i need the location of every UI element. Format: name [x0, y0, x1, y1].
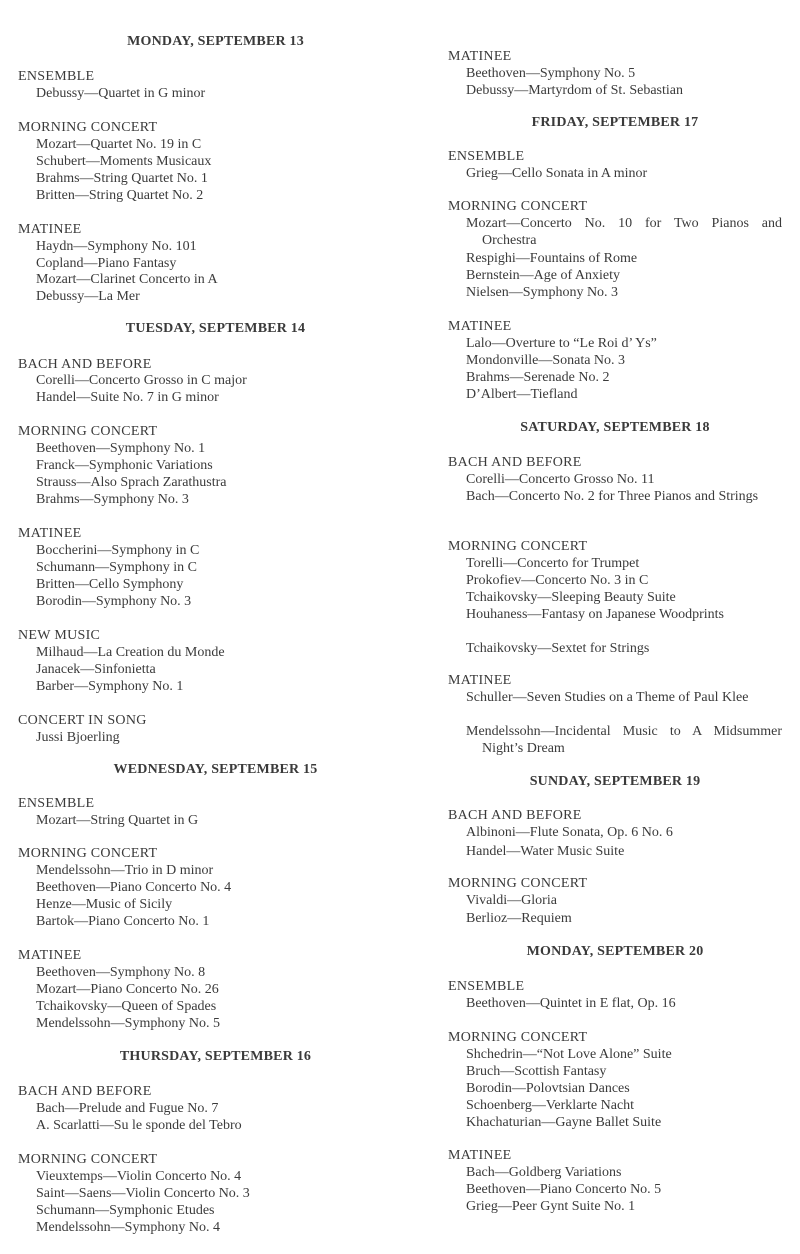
program-item: Jussi Bjoerling: [36, 730, 120, 745]
program-item: A. Scarlatti—Su le sponde del Tebro: [36, 1118, 242, 1133]
program-item: Bach—Prelude and Fugue No. 7: [36, 1101, 219, 1116]
program-item: Bach—Goldberg Variations: [466, 1165, 622, 1180]
program-item: Debussy—Martyrdom of St. Sebastian: [466, 83, 683, 98]
program-item: Mozart—Piano Concerto No. 26: [36, 982, 219, 997]
program-item: Haydn—Symphony No. 101: [36, 239, 197, 254]
day-heading: THURSDAY, SEPTEMBER 16: [119, 1049, 312, 1064]
section-title: MORNING CONCERT: [448, 1030, 588, 1045]
program-item: D’Albert—Tiefland: [466, 387, 578, 402]
program-item: Saint—Saens—Violin Concerto No. 3: [36, 1186, 250, 1201]
program-item: Tchaikovsky—Queen of Spades: [36, 999, 217, 1014]
program-item: Mendelssohn—Symphony No. 4: [36, 1220, 220, 1235]
program-item: Berlioz—Requiem: [466, 911, 572, 926]
program-item: Bruch—Scottish Fantasy: [466, 1064, 607, 1079]
section-title: ENSEMBLE: [18, 796, 95, 811]
day-heading: WEDNESDAY, SEPTEMBER 15: [113, 762, 318, 777]
day-heading: TUESDAY, SEPTEMBER 14: [125, 321, 306, 336]
section-title: MORNING CONCERT: [448, 876, 588, 891]
program-item: Lalo—Overture to “Le Roi d’ Ys”: [466, 336, 657, 351]
program-item: Milhaud—La Creation du Monde: [36, 645, 225, 660]
program-item: Mendelssohn—Symphony No. 5: [36, 1016, 220, 1031]
program-item: Beethoven—Quintet in E flat, Op. 16: [466, 996, 676, 1011]
program-item: Schumann—Symphony in C: [36, 560, 198, 575]
program-item: Schoenberg—Verklarte Nacht: [466, 1098, 635, 1113]
program-item: Strauss—Also Sprach Zarathustra: [36, 475, 227, 490]
program-item: Copland—Piano Fantasy: [36, 256, 177, 271]
program-item: Franck—Symphonic Variations: [36, 458, 213, 473]
program-item: Mendelssohn—Trio in D minor: [36, 863, 214, 878]
program-item: Borodin—Polovtsian Dances: [466, 1081, 630, 1096]
section-title: MATINEE: [448, 49, 512, 64]
program-item: Debussy—La Mer: [36, 289, 140, 304]
program-item: Corelli—Concerto Grosso No. 11: [466, 472, 655, 487]
day-heading: FRIDAY, SEPTEMBER 17: [531, 115, 699, 130]
program-item: Shchedrin—“Not Love Alone” Suite: [466, 1047, 672, 1062]
program-item: Mozart—String Quartet in G: [36, 813, 199, 828]
program-item: Borodin—Symphony No. 3: [36, 594, 192, 609]
program-item: Schumann—Symphonic Etudes: [36, 1203, 215, 1218]
program-item: Beethoven—Piano Concerto No. 4: [36, 880, 232, 895]
section-title: BACH AND BEFORE: [448, 455, 582, 470]
program-item: Schuller—Seven Studies on a Theme of Paul Klee: [466, 690, 749, 705]
program-item: Bartok—Piano Concerto No. 1: [36, 914, 210, 929]
program-item: Vivaldi—Gloria: [466, 893, 557, 908]
program-item: Beethoven—Symphony No. 8: [36, 965, 206, 980]
program-item: Bach—Concerto No. 2 for Three Pianos and Strings: [466, 489, 759, 504]
program-item: Beethoven—Symphony No. 5: [466, 66, 636, 81]
program-item: Mozart—Concerto No. 10 for Two Pianos and Orchestra: [466, 216, 782, 248]
section-title: ENSEMBLE: [448, 979, 525, 994]
section-title: MATINEE: [448, 673, 512, 688]
program-item: Mozart—Quartet No. 19 in C: [36, 137, 202, 152]
section-title: NEW MUSIC: [18, 628, 101, 643]
day-heading: MONDAY, SEPTEMBER 20: [526, 944, 704, 959]
program-item: Britten—String Quartet No. 2: [36, 188, 204, 203]
section-title: ENSEMBLE: [448, 149, 525, 164]
program-item: Brahms—Symphony No. 3: [36, 492, 189, 507]
program-item: Mondonville—Sonata No. 3: [466, 353, 626, 368]
section-title: BACH AND BEFORE: [18, 357, 152, 372]
section-title: MATINEE: [448, 319, 512, 334]
day-heading: SUNDAY, SEPTEMBER 19: [529, 774, 701, 789]
section-title: BACH AND BEFORE: [18, 1084, 152, 1099]
program-item: Albinoni—Flute Sonata, Op. 6 No. 6: [466, 825, 673, 840]
program-item: Boccherini—Symphony in C: [36, 543, 200, 558]
program-item: Nielsen—Symphony No. 3: [466, 285, 619, 300]
section-title: MORNING CONCERT: [448, 199, 588, 214]
program-item: Mendelssohn—Incidental Music to A Midsummer Night’s Dream: [466, 724, 782, 756]
program-item: Tchaikovsky—Sextet for Strings: [466, 641, 650, 656]
program-item: Houhaness—Fantasy on Japanese Woodprints: [466, 607, 724, 622]
program-item: Khachaturian—Gayne Ballet Suite: [466, 1115, 662, 1130]
section-title: MATINEE: [18, 948, 82, 963]
program-item: Beethoven—Piano Concerto No. 5: [466, 1182, 662, 1197]
section-title: MORNING CONCERT: [18, 1152, 158, 1167]
program-item: Beethoven—Symphony No. 1: [36, 441, 206, 456]
section-title: MATINEE: [18, 526, 82, 541]
day-heading: SATURDAY, SEPTEMBER 18: [520, 420, 710, 435]
program-item: Respighi—Fountains of Rome: [466, 251, 638, 266]
section-title: MORNING CONCERT: [18, 846, 158, 861]
program-item: Schubert—Moments Musicaux: [36, 154, 212, 169]
program-item: Mozart—Clarinet Concerto in A: [36, 272, 218, 287]
section-title: MORNING CONCERT: [18, 120, 158, 135]
program-item: Henze—Music of Sicily: [36, 897, 173, 912]
day-heading: MONDAY, SEPTEMBER 13: [127, 34, 304, 49]
section-title: MORNING CONCERT: [448, 539, 588, 554]
program-item: Britten—Cello Symphony: [36, 577, 184, 592]
program-item: Bernstein—Age of Anxiety: [466, 268, 620, 283]
program-item: Torelli—Concerto for Trumpet: [466, 556, 640, 571]
program-item: Handel—Water Music Suite: [466, 844, 625, 859]
program-item: Grieg—Cello Sonata in A minor: [466, 166, 648, 181]
program-item: Brahms—Serenade No. 2: [466, 370, 610, 385]
section-title: MORNING CONCERT: [18, 424, 158, 439]
program-item: Prokofiev—Concerto No. 3 in C: [466, 573, 649, 588]
program-item: Barber—Symphony No. 1: [36, 679, 184, 694]
program-item: Tchaikovsky—Sleeping Beauty Suite: [466, 590, 676, 605]
program-item: Grieg—Peer Gynt Suite No. 1: [466, 1199, 636, 1214]
section-title: BACH AND BEFORE: [448, 808, 582, 823]
section-title: CONCERT IN SONG: [18, 713, 147, 728]
program-item: Debussy—Quartet in G minor: [36, 86, 206, 101]
program-item: Brahms—String Quartet No. 1: [36, 171, 208, 186]
section-title: MATINEE: [18, 222, 82, 237]
program-item: Corelli—Concerto Grosso in C major: [36, 373, 247, 388]
program-item: Handel—Suite No. 7 in G minor: [36, 390, 219, 405]
program-item: Vieuxtemps—Violin Concerto No. 4: [36, 1169, 242, 1184]
section-title: MATINEE: [448, 1148, 512, 1163]
program-item: Janacek—Sinfonietta: [36, 662, 156, 677]
section-title: ENSEMBLE: [18, 69, 95, 84]
